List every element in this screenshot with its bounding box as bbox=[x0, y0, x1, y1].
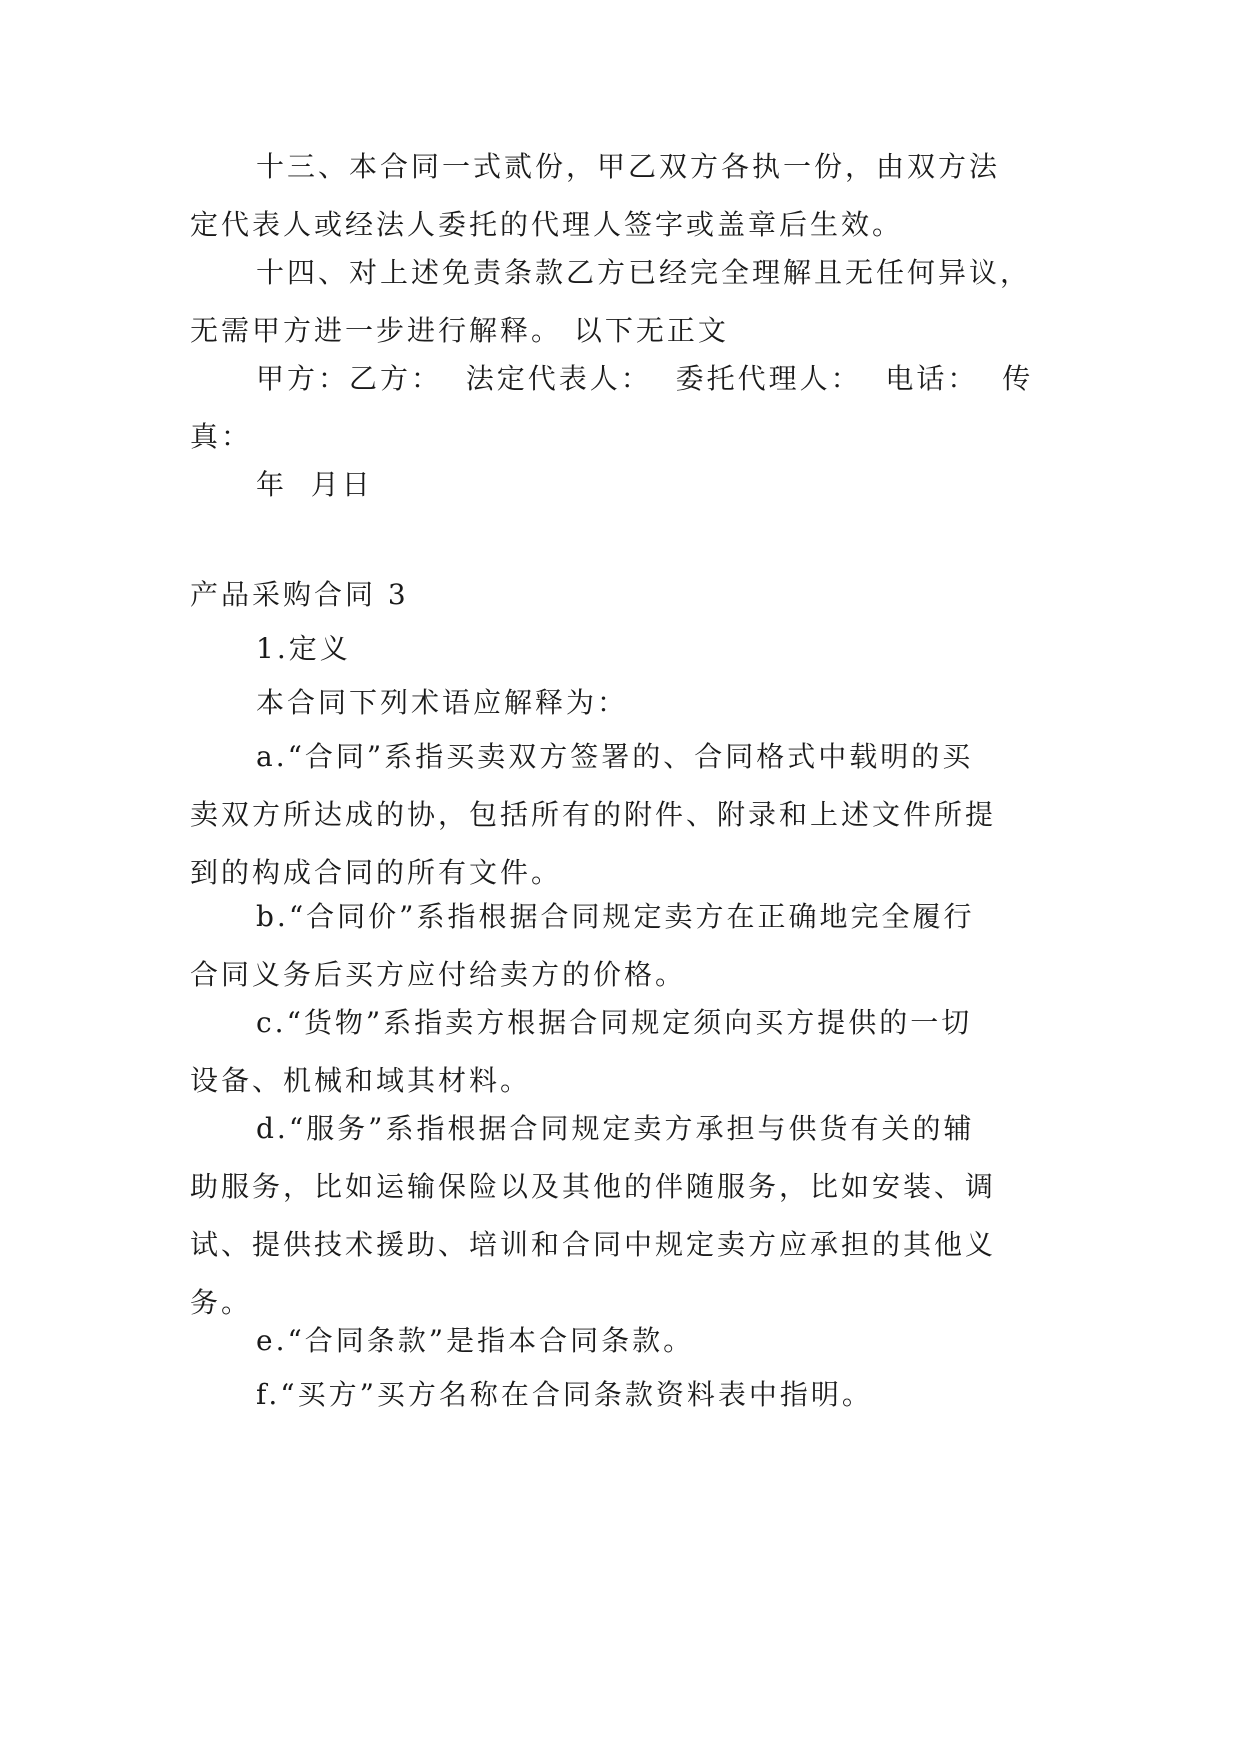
definition-line: 合同义务后买方应付给卖方的价格。 bbox=[190, 958, 687, 991]
clause-line: 十四、对上述免责条款乙方已经完全理解且无任何异议， bbox=[256, 256, 1032, 289]
clause-thirteen bbox=[190, 138, 1070, 254]
definition-line: d.“服务”系指根据合同规定卖方承担与供货有关的辅 bbox=[256, 1112, 975, 1145]
definition-a bbox=[190, 728, 1070, 902]
date-text: 年 月日 bbox=[256, 468, 373, 501]
signature-line: 甲方：乙方： 法定代表人： 委托代理人： 电话： 传 bbox=[256, 362, 1034, 395]
definition-line: 务。 bbox=[190, 1286, 253, 1319]
definition-line: 卖双方所达成的协，包括所有的附件、附录和上述文件所提 bbox=[190, 798, 997, 831]
definition-d bbox=[190, 1100, 1070, 1332]
signature-block bbox=[190, 350, 1070, 466]
definition-c bbox=[190, 994, 1070, 1110]
contract-heading bbox=[190, 566, 1070, 624]
definition-line: 试、提供技术援助、培训和合同中规定卖方应承担的其他义 bbox=[190, 1228, 997, 1261]
section-title bbox=[190, 620, 1070, 678]
definition-line: 助服务，比如运输保险以及其他的伴随服务，比如安装、调 bbox=[190, 1170, 997, 1203]
definition-line: f.“买方”买方名称在合同条款资料表中指明。 bbox=[256, 1378, 873, 1411]
definition-line: e.“合同条款”是指本合同条款。 bbox=[256, 1324, 695, 1357]
definition-line: c.“货物”系指卖方根据合同规定须向买方提供的一切 bbox=[256, 1006, 973, 1039]
clause-line: 无需甲方进一步进行解释。 以下无正文 bbox=[190, 314, 729, 347]
heading-text: 产品采购合同 3 bbox=[190, 578, 409, 611]
section-title-text: 1.定义 bbox=[256, 632, 351, 665]
date-line bbox=[190, 456, 1070, 514]
clause-fourteen bbox=[190, 244, 1070, 360]
definition-b bbox=[190, 888, 1070, 1004]
definition-line: 设备、机械和域其材料。 bbox=[190, 1064, 532, 1097]
definition-line: 到的构成合同的所有文件。 bbox=[190, 856, 563, 889]
clause-line: 定代表人或经法人委托的代理人签字或盖章后生效。 bbox=[190, 208, 904, 241]
definition-line: b.“合同价”系指根据合同规定卖方在正确地完全履行 bbox=[256, 900, 975, 933]
definitions-intro bbox=[190, 674, 1070, 732]
signature-line: 真： bbox=[190, 420, 253, 453]
clause-line: 十三、本合同一式贰份，甲乙双方各执一份，由双方法 bbox=[256, 150, 1001, 183]
intro-text: 本合同下列术语应解释为： bbox=[256, 686, 629, 719]
definition-f bbox=[190, 1366, 1070, 1424]
definition-e bbox=[190, 1312, 1070, 1370]
definition-line: a.“合同”系指买卖双方签署的、合同格式中载明的买 bbox=[256, 740, 974, 773]
